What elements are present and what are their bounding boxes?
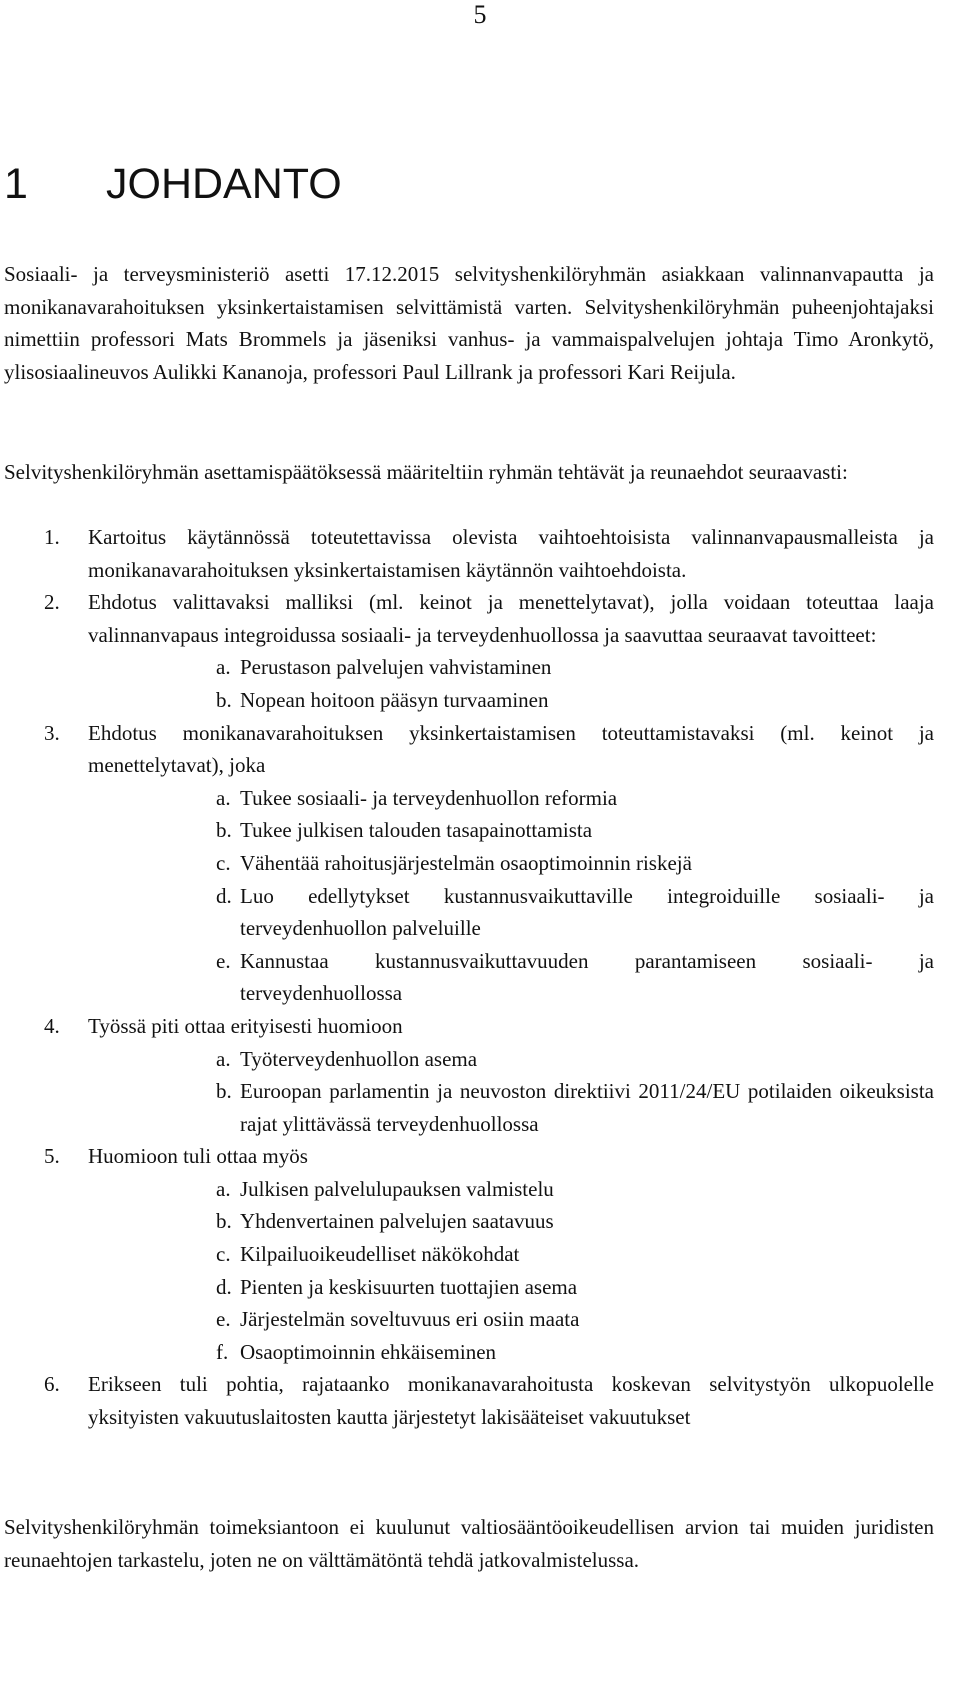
sub-item-letter: c. [216,850,231,875]
sub-item-letter: a. [216,1046,231,1071]
task-item [4,717,934,1010]
sub-item-text: Luo edellytykset kustannusvaikuttaville integroiduille sosiaali- ja terveydenhuollon palveluille [240,883,934,941]
task-number: 5. [44,1144,60,1169]
task-item [4,1140,934,1368]
sub-item-text: Perustason palvelujen vahvistaminen [240,655,552,680]
sub-item-text: Kilpailuoikeudelliset näkökohdat [240,1242,520,1267]
task-number: 6. [44,1372,60,1397]
task-item [4,586,934,716]
sub-item [88,1173,934,1206]
task-text: Työssä piti ottaa erityisesti huomioon [88,1013,403,1038]
sub-item-text: Yhdenvertainen palvelujen saatavuus [240,1209,554,1234]
sub-list [88,1173,934,1369]
sub-item-text: Järjestelmän soveltuvuus eri osiin maata [240,1307,580,1332]
sub-item-letter: b. [216,1079,232,1104]
task-text: Kartoitus käytännössä toteutettavissa olevista vaihtoehtoisista valinnanvapausmalleista ja monikanavarahoituksen yksinkertaistamisen käytännön vaihtoehdoista. [88,525,934,582]
closing-paragraph: Selvityshenkilöryhmän toimeksiantoon ei kuulunut valtiosääntöoikeudellisen arvion tai muiden juridisten reunaehtojen tarkastelu, joten ne on välttämätöntä tehdä jatkovalmistelussa. [4,1515,934,1572]
sub-list [88,1043,934,1141]
sub-item [88,1303,934,1336]
sub-item [88,782,934,815]
sub-item-text: Euroopan parlamentin ja neuvoston direktiivi 2011/24/EU potilaiden oikeuksista rajat ylittävässä terveydenhuollossa [240,1079,934,1136]
task-list [4,521,934,1434]
sub-item-letter: c. [216,1242,231,1267]
task-item [4,1010,934,1140]
sub-item-letter: a. [216,655,231,680]
task-item [4,521,934,586]
task-item [4,1368,934,1433]
sub-item [88,847,934,880]
task-number: 1. [44,525,60,549]
sub-item [88,1043,934,1076]
sub-item-text: Pienten ja keskisuurten tuottajien asema [240,1274,578,1299]
sub-item-letter: d. [216,1274,232,1299]
sub-list [88,651,934,716]
sub-item-text: Vähentää rahoitusjärjestelmän osaoptimoinnin riskejä [240,850,692,875]
sub-item [88,880,934,945]
page-number: 5 [473,0,487,29]
sub-item-letter: a. [216,785,231,810]
sub-item-text: Työterveydenhuollon asema [240,1046,478,1071]
sub-item-text: Kannustaa kustannusvaikuttavuuden parantamiseen sosiaali- ja terveydenhuollossa [240,948,934,1006]
sub-item-letter: b. [216,818,232,843]
sub-item-letter: b. [216,687,232,712]
chapter-heading [4,158,342,210]
task-text: Ehdotus monikanavarahoituksen yksinkertaistamisen toteuttamistavaksi (ml. keinot ja menettelytavat), joka [88,720,934,778]
sub-item [88,1336,934,1369]
task-text: Erikseen tuli pohtia, rajataanko monikanavarahoitusta koskevan selvitystyön ulkopuolelle yksityisten vakuutuslaitosten kautta järjestetyt lakisääteiset vakuutukset [88,1372,934,1430]
task-number: 3. [44,720,60,745]
sub-item [88,684,934,717]
task-text: Huomioon tuli ottaa myös [88,1144,308,1169]
task-number: 4. [44,1013,60,1038]
sub-item [88,1205,934,1238]
task-number: 2. [44,590,60,615]
tasks-intro-paragraph: Selvityshenkilöryhmän asettamispäätöksessä määriteltiin ryhmän tehtävät ja reunaehdot seuraavasti: [4,460,848,484]
sub-item-text: Tukee julkisen talouden tasapainottamista [240,818,593,843]
sub-item-letter: e. [216,1307,231,1332]
sub-item [88,814,934,847]
intro-paragraph: Sosiaali- ja terveysministeriö asetti 17.12.2015 selvityshenkilöryhmän asiakkaan valinnanvapautta ja monikanavarahoituksen yksinkertaistamisen selvittämistä varten. Selvityshenkilöryhmän puheenjohtajaksi nimettiin professori Mats Brommels ja jäseniksi vanhus- ja vammaispalvelujen johtaja Timo Aronkytö, ylisosiaalineuvos Aulikki Kananoja, professori Paul Lillrank ja professori Kari Reijula. [4,262,934,384]
sub-item-letter: b. [216,1209,232,1234]
sub-item-letter: e. [216,948,231,973]
sub-list [88,782,934,1010]
sub-item-letter: f. [216,1339,229,1364]
sub-item [88,651,934,684]
chapter-title: JOHDANTO [106,160,342,208]
sub-item-text: Nopean hoitoon pääsyn turvaaminen [240,687,549,712]
sub-item [88,945,934,1010]
chapter-number: 1 [4,160,28,208]
sub-item [88,1271,934,1304]
sub-item-letter: a. [216,1176,231,1201]
sub-item [88,1238,934,1271]
sub-item-text: Osaoptimoinnin ehkäiseminen [240,1339,497,1364]
task-text: Ehdotus valittavaksi malliksi (ml. keinot ja menettelytavat), jolla voidaan toteuttaa laaja valinnanvapaus integroidussa sosiaali- ja terveydenhuollossa ja saavuttaa seuraavat tavoitteet: [88,590,934,647]
sub-item-text: Tukee sosiaali- ja terveydenhuollon reformia [240,785,618,810]
sub-item-letter: d. [216,883,232,908]
sub-item [88,1075,934,1140]
sub-item-text: Julkisen palvelulupauksen valmistelu [240,1176,554,1201]
